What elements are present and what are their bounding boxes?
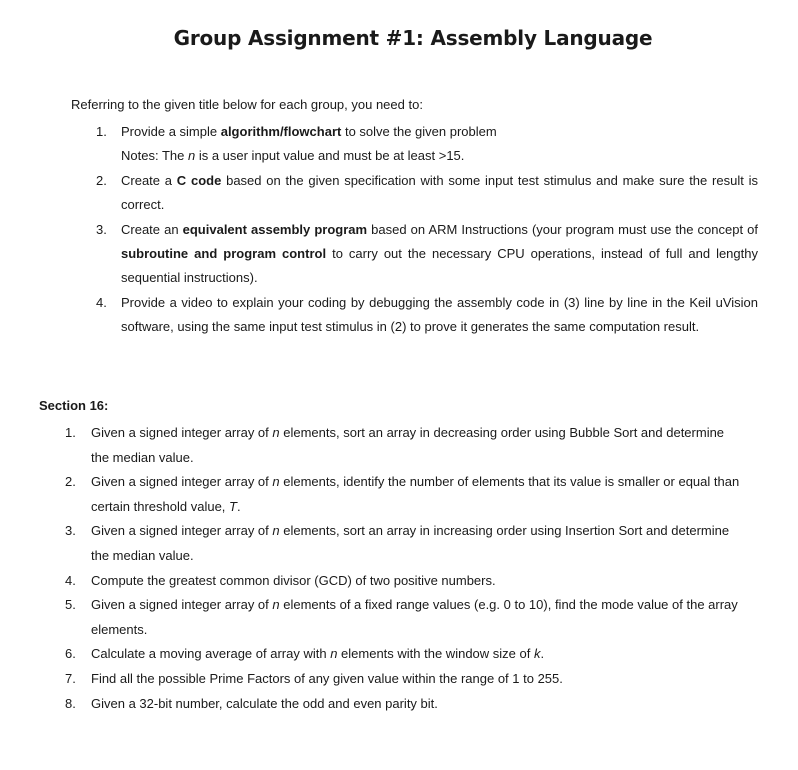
problem-text-part: . [540,646,545,662]
intro-text: Referring to the given title below for each group, you need to: [71,97,423,112]
problem-text [91,593,745,642]
task-text-bold: subroutine and program control [121,246,327,262]
task-text-part: to carry out the necessary CPU operations, instead of full and lengthy sequential instructions). [121,246,758,286]
problem-text-italic: n [330,646,338,662]
problem-number: 6. [65,646,76,662]
task-text [121,120,758,169]
problem-text-part: Given a signed integer array of [91,474,273,490]
problem-item [65,421,745,470]
problem-text [91,692,745,717]
problem-text-part: Given a signed integer array of [91,523,273,539]
problem-text-italic: n [272,523,280,539]
task-list [96,120,758,340]
task-text-part: Create a [121,172,177,188]
task-text-bold: equivalent assembly program [182,221,368,237]
task-text-part: based on the given specification with some input test stimulus and make sure the result is correct. [121,172,758,213]
problem-text-part: Given a signed integer array of [91,597,273,613]
section-heading: Section 16: [39,398,109,413]
task-number: 1. [96,124,107,139]
task-text [121,169,758,218]
problem-item [65,667,745,692]
problem-text [91,421,745,470]
task-text-part: based on ARM Instructions (your program must use the concept of [367,221,759,237]
problem-text-italic: n [272,425,280,440]
task-text-part: Create an [121,221,183,237]
problem-text-part: elements, identify the number of elements that its value is smaller or equal than certain threshold value, [91,474,740,514]
problem-text-italic: n [272,474,280,490]
problem-text-part: . [236,498,241,514]
note-text-part: is a user input value and must be at least >15. [195,148,465,164]
task-text [121,218,758,291]
problem-list [65,421,745,716]
task-text-part: Provide a simple [121,124,221,139]
problem-text-part: Given a signed integer array of [91,425,273,440]
task-number: 2. [96,172,107,188]
problem-text-part: Given a 32-bit number, calculate the odd and even parity bit. [91,695,438,711]
task-text-bold: algorithm/flowchart [220,124,342,139]
problem-item [65,593,745,642]
problem-text-part: elements of a fixed range values (e.g. 0 to 10), find the mode value of the array elements. [91,597,738,637]
task-item [96,120,758,169]
problem-item [65,470,745,519]
document-title: Group Assignment #1: Assembly Language [173,26,653,50]
problem-text-part: elements, sort an array in decreasing order using Bubble Sort and determine the median value. [91,425,725,465]
problem-item [65,569,745,594]
task-number: 3. [96,221,107,237]
note-text-italic: n [187,148,196,164]
problem-text-part: elements, sort an array in increasing order using Insertion Sort and determine the median value. [91,523,730,563]
problem-item [65,692,745,717]
problem-item [65,642,745,667]
task-text-part: to solve the given problem [341,124,497,139]
problem-text [91,667,745,692]
problem-text-italic: T [229,498,237,514]
problem-text-part: Compute the greatest common divisor (GCD) of two positive numbers. [91,572,496,588]
problem-text-italic: n [272,597,280,613]
problem-text [91,519,745,568]
problem-text-part: elements with the window size of [337,646,534,662]
task-note [121,148,464,163]
problem-number: 2. [65,474,76,490]
task-text-bold: C code [176,172,222,188]
task-number: 4. [96,294,107,310]
task-item [96,218,758,291]
problem-text-italic: k [533,646,541,662]
problem-number: 8. [65,695,76,711]
problem-text-part: Find all the possible Prime Factors of any given value within the range of 1 to 255. [91,670,563,686]
task-item [96,169,758,218]
problem-number: 7. [65,670,76,686]
problem-text [91,642,745,667]
task-text-part: Provide a video to explain your coding by debugging the assembly code in (3) line by line in the Keil uVision software, using the same input test stimulus in (2) to prove it generates the same computation result. [121,294,758,335]
problem-number: 4. [65,572,76,588]
note-text-part: Notes: The [121,148,188,164]
problem-number: 5. [65,597,76,613]
task-text [121,291,758,340]
problem-text [91,470,745,519]
problem-text-part: Calculate a moving average of array with [91,646,331,662]
task-item [96,291,758,340]
problem-item [65,519,745,568]
problem-number: 1. [65,425,76,440]
problem-text [91,569,745,594]
problem-number: 3. [65,523,76,539]
